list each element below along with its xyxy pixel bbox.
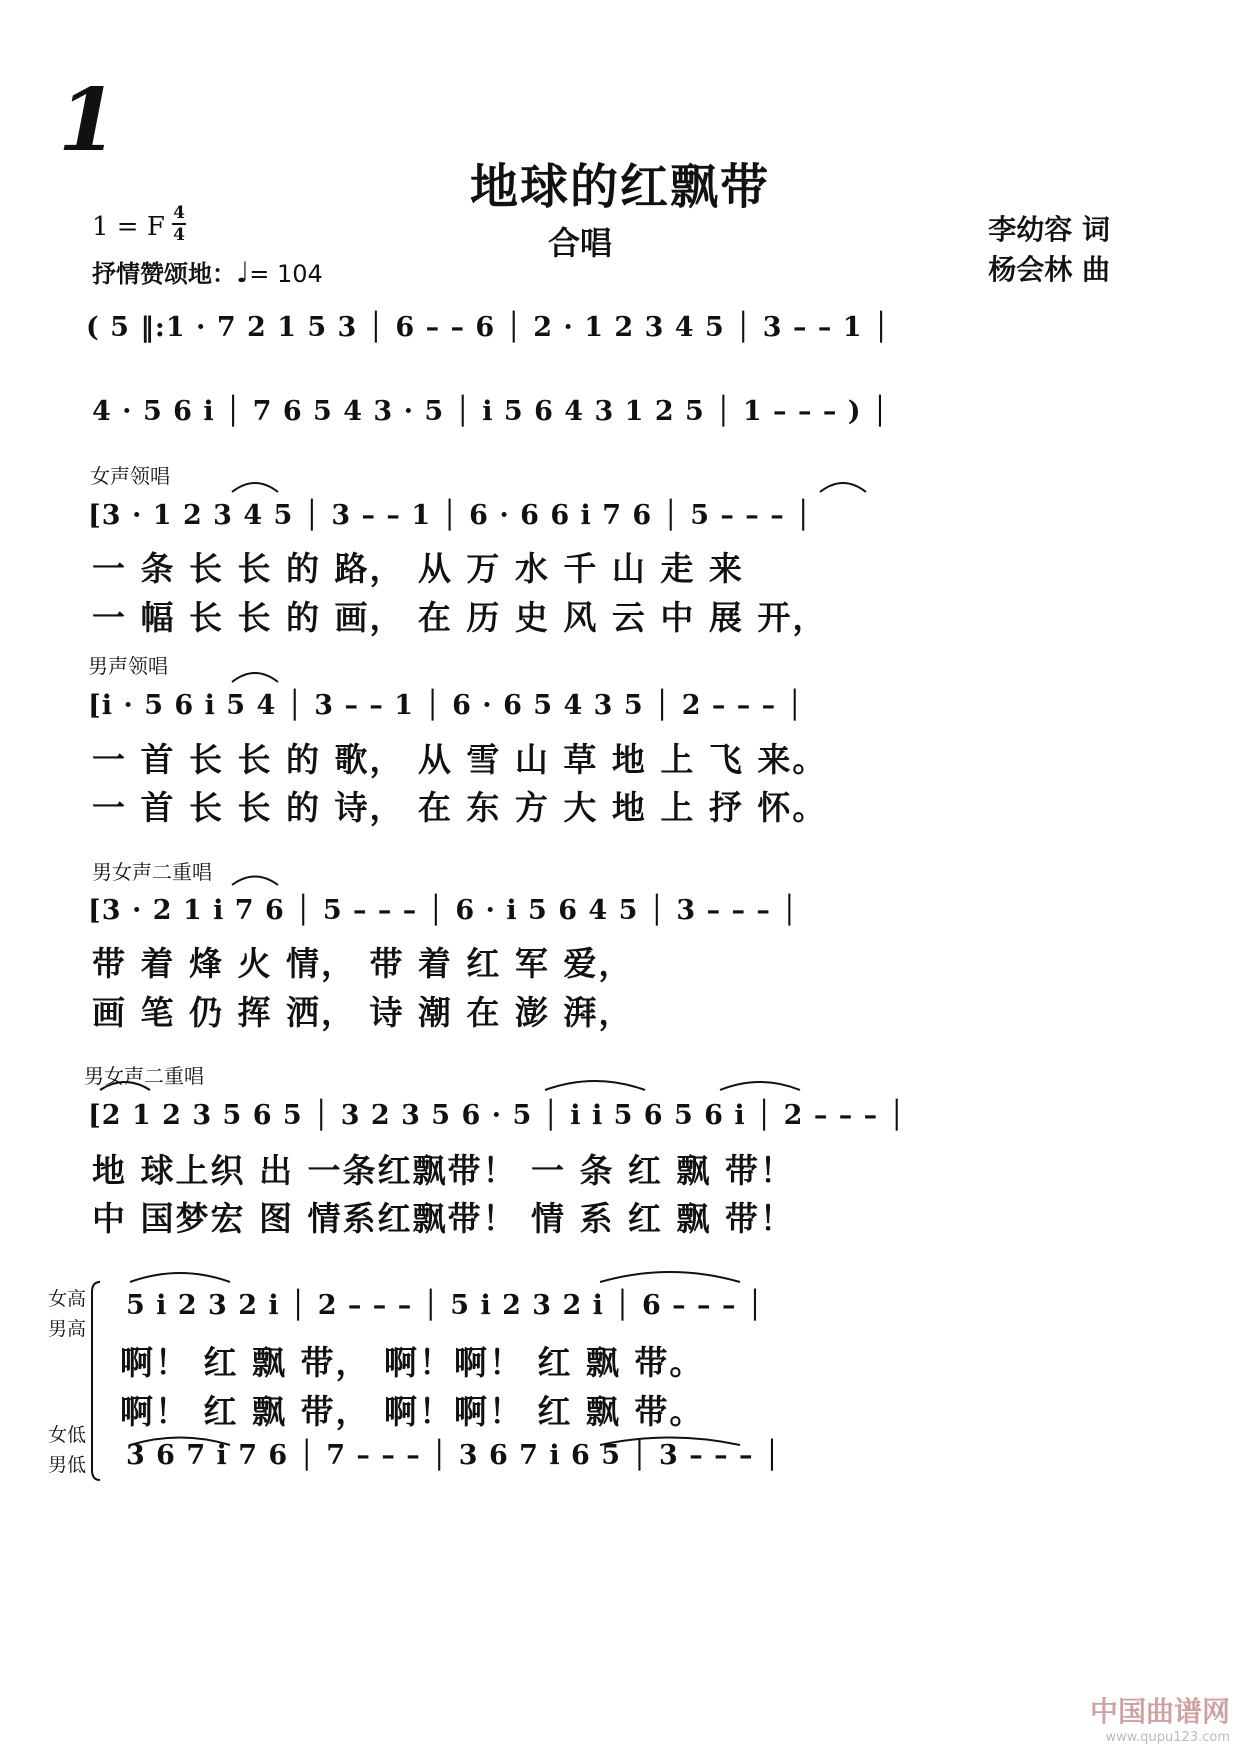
slur	[130, 1438, 230, 1446]
tempo-bpm: = 104	[249, 260, 323, 288]
section-label-female-solo: 女声领唱	[90, 464, 170, 488]
chorus-brace	[92, 1282, 100, 1480]
label-tenor: 男高	[48, 1318, 87, 1340]
slur	[130, 1273, 230, 1282]
section-4-lyric-2: 中 国梦宏 图 情系红飘带！ 情 系 红 飘 带！	[92, 1199, 795, 1238]
section-2-lyric-1: 一 首 长 长 的 歌， 从 雪 山 草 地 上 飞 来。	[92, 740, 828, 779]
watermark-logo: 中国曲谱网	[1089, 1695, 1230, 1728]
time-signature-bottom: 4	[173, 225, 185, 245]
section-3-lyric-1: 带 着 烽 火 情， 带 着 红 军 爱，	[92, 944, 634, 983]
intro-line-1: ( 5 ‖:1 · 7 2 1 5 3 │ 6 – – 6 │ 2 · 1 2 3 4 5 │ 3 – – 1 │	[86, 312, 891, 343]
quarter-note-icon: ♩	[236, 256, 250, 289]
chorus-lower-notes: 3 6 7 i 7 6 │ 7 – – – │ 3 6 7 i 6 5 │ 3 – – – │	[126, 1440, 782, 1471]
section-2-notes: [i · 5 6 i 5 4 │ 3 – – 1 │ 6 · 6 5 4 3 5 │ 2 – – – │	[88, 690, 804, 721]
watermark	[1090, 1690, 1230, 1745]
key-signature: 1 = F	[92, 212, 165, 242]
slur	[100, 1082, 150, 1090]
chorus-upper-notes: 5 i 2 3 2 i │ 2 – – – │ 5 i 2 3 2 i │ 6 – – – │	[126, 1290, 765, 1321]
section-label-male-solo: 男声领唱	[88, 654, 168, 678]
section-1-lyric-1: 一 条 长 长 的 路， 从 万 水 千 山 走 来	[92, 549, 744, 588]
slur	[232, 877, 278, 886]
tempo-text: 抒情赞颂地：	[92, 260, 236, 288]
slur	[720, 1082, 800, 1090]
section-label-duet-2: 男女声二重唱	[84, 1064, 204, 1088]
slur	[545, 1081, 645, 1090]
label-alto: 女低	[48, 1424, 87, 1446]
section-1-lyric-2: 一 幅 长 长 的 画， 在 历 史 风 云 中 展 开，	[92, 598, 828, 637]
lyricist: 李幼容 词	[988, 213, 1110, 246]
section-2-lyric-2: 一 首 长 长 的 诗， 在 东 方 大 地 上 抒 怀。	[92, 788, 828, 827]
section-4-notes: [2 1 2 3 5 6 5 │ 3 2 3 5 6 · 5 │ i i 5 6 5 6 i │ 2 – – – │	[88, 1100, 906, 1131]
composer: 杨会林 曲	[988, 253, 1110, 286]
slur	[600, 1438, 740, 1446]
chorus-lyric-1: 啊！ 红 飘 带， 啊！啊！ 红 飘 带。	[120, 1343, 705, 1382]
label-bass: 男低	[48, 1454, 87, 1476]
subtitle: 合唱	[548, 224, 613, 262]
intro-line-2: 4 · 5 6 i │ 7 6 5 4 3 · 5 │ i 5 6 4 3 1 2 5 │ 1 – – – ) │	[92, 396, 890, 427]
page-number: 1	[58, 70, 118, 171]
section-4-lyric-1: 地 球上织 出 一条红飘带！ 一 条 红 飘 带！	[92, 1151, 795, 1190]
watermark-url: www.qupu123.com	[1105, 1730, 1230, 1745]
section-3-lyric-2: 画 笔 仍 挥 洒， 诗 潮 在 澎 湃，	[92, 993, 634, 1032]
label-soprano: 女高	[48, 1288, 87, 1310]
slur	[232, 673, 278, 682]
slur	[232, 483, 278, 492]
song-title: 地球的红飘带	[469, 159, 770, 215]
chorus-lyric-2: 啊！ 红 飘 带， 啊！啊！ 红 飘 带。	[120, 1392, 705, 1431]
slur	[820, 483, 866, 492]
time-signature-top: 4	[173, 203, 185, 223]
section-3-notes: [3 · 2 1 i 7 6 │ 5 – – – │ 6 · i 5 6 4 5 │ 3 – – – │	[88, 895, 799, 926]
section-1-notes: [3 · 1 2 3 4 5 │ 3 – – 1 │ 6 · 6 6 i 7 6 │ 5 – – – │	[88, 500, 813, 531]
section-label-duet-1: 男女声二重唱	[92, 860, 212, 884]
slur	[600, 1272, 740, 1282]
